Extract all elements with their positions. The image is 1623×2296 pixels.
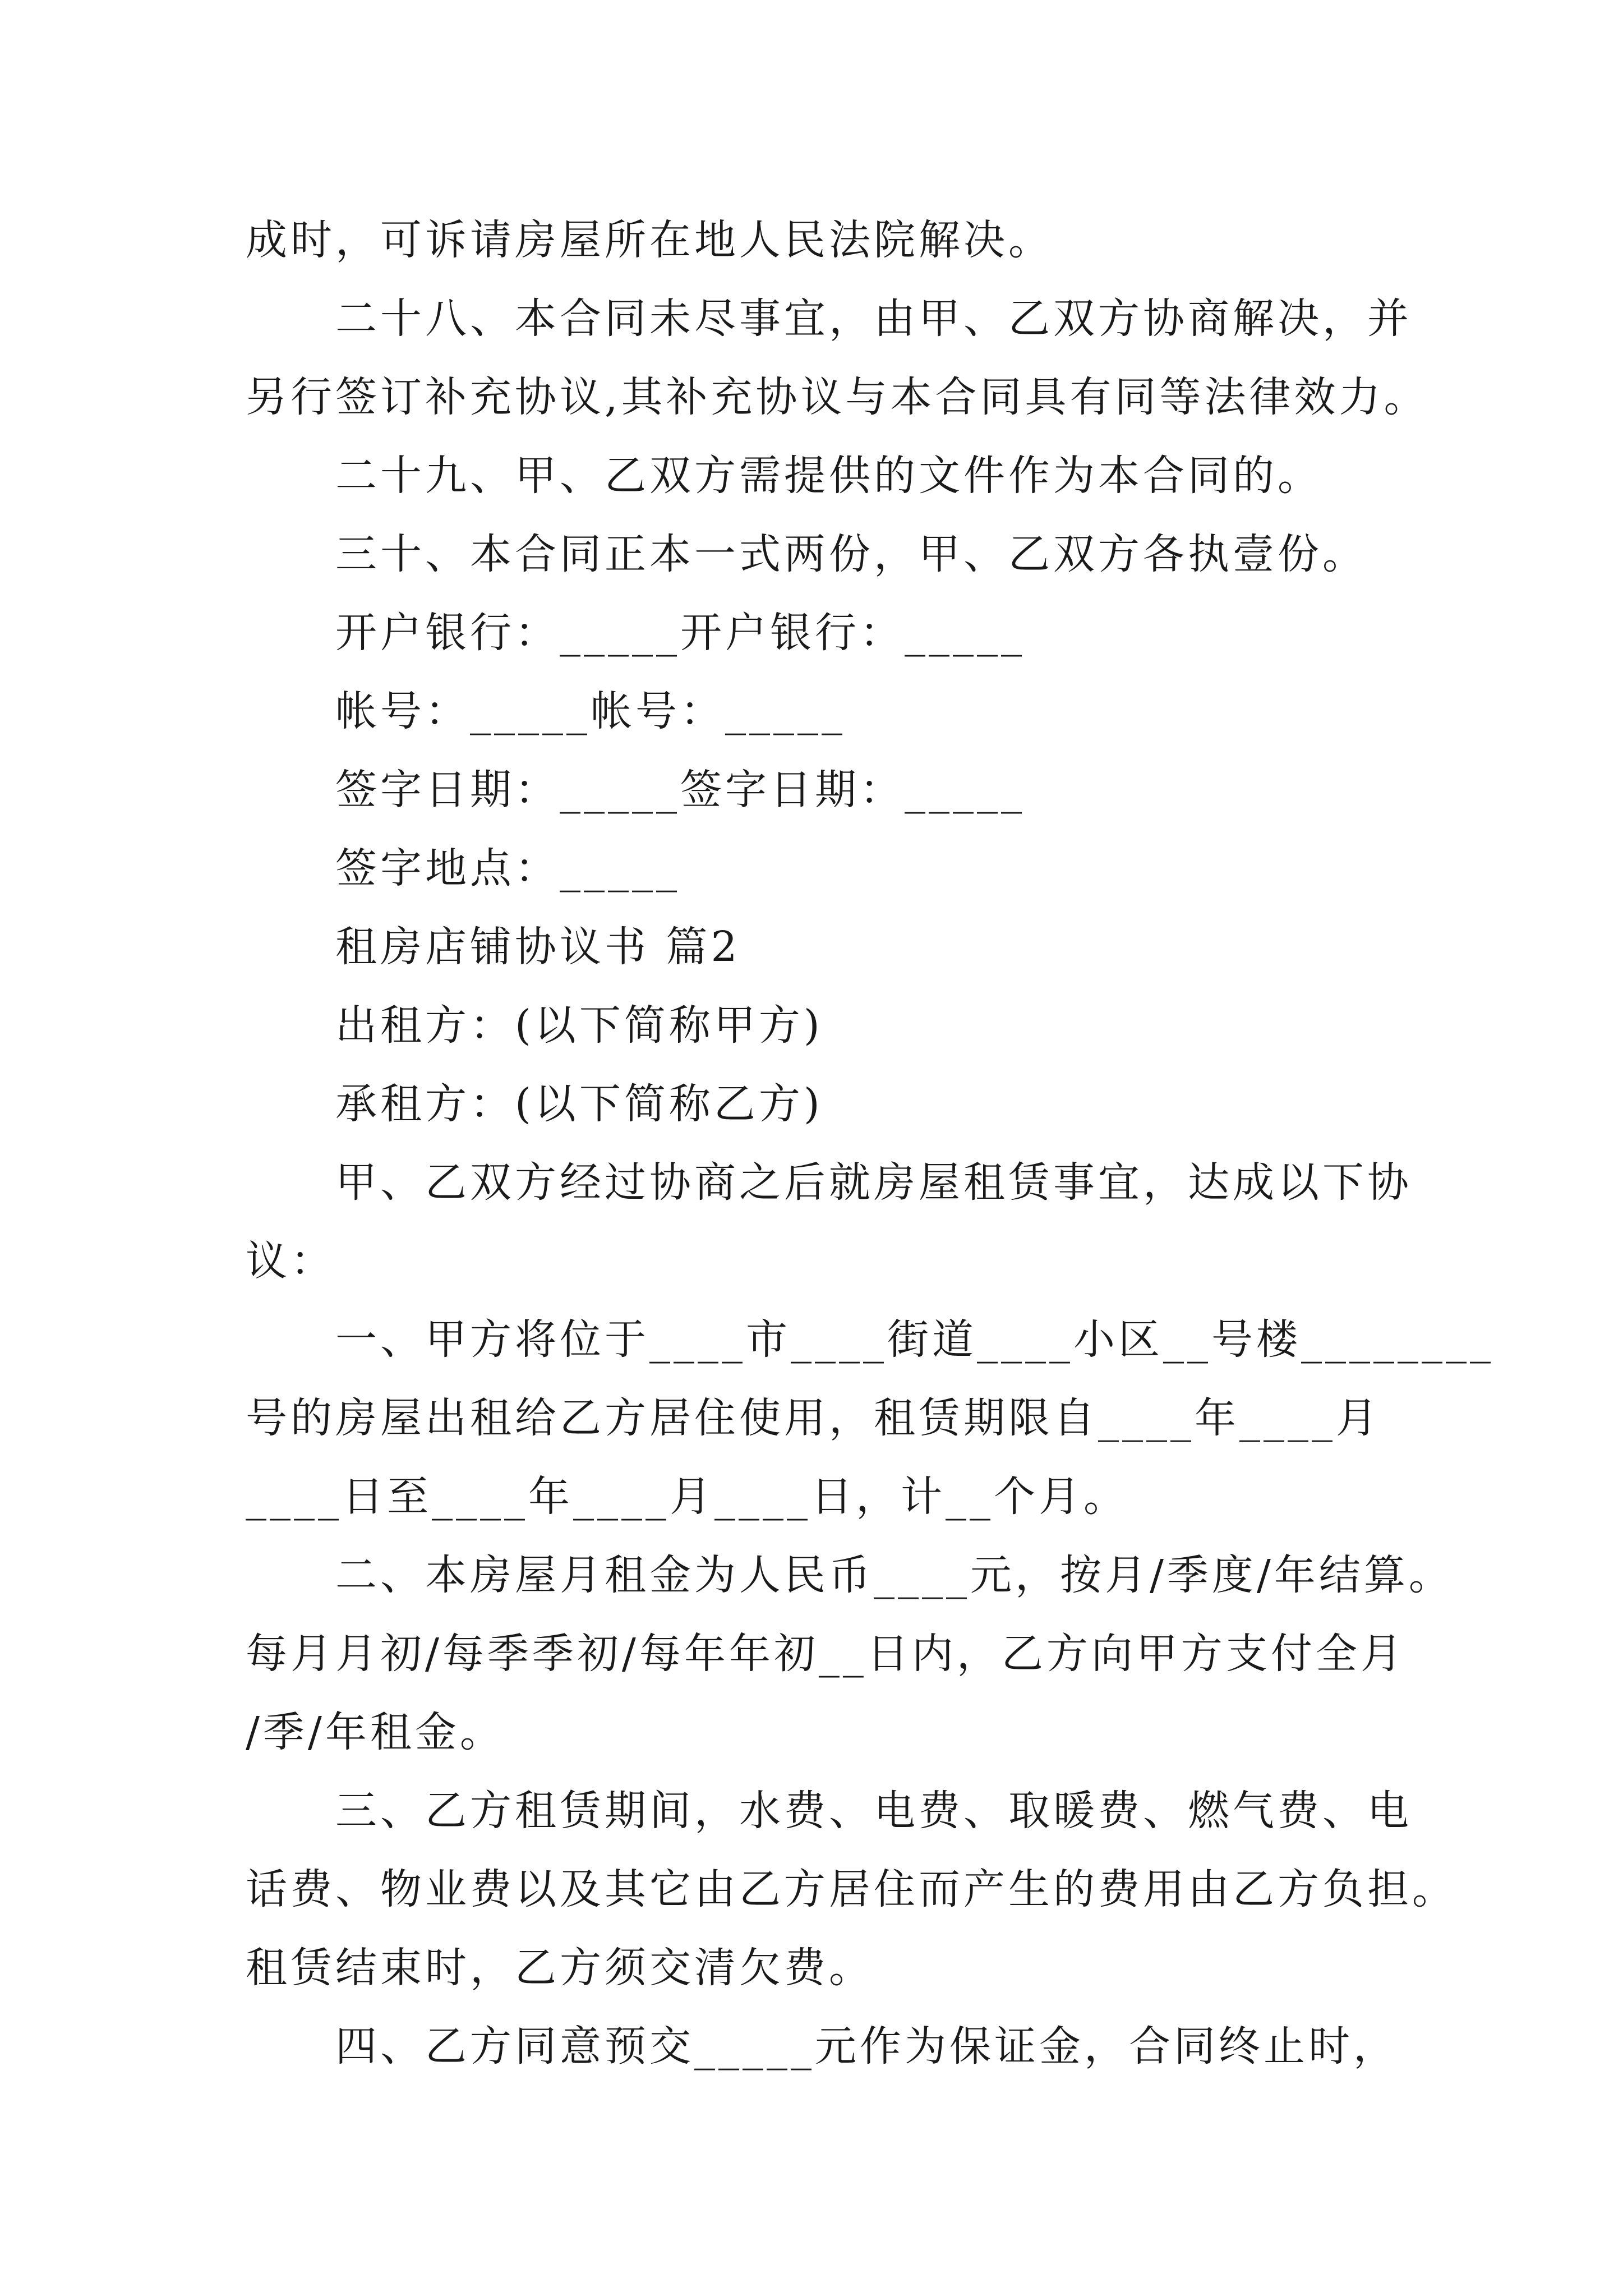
preamble-line-2: 议： xyxy=(246,1237,335,1285)
clause-1-line-1: 一、甲方将位于____市____街道____小区__号楼________ xyxy=(335,1315,1494,1364)
clause-28-line-1: 二十八、本合同未尽事宜，由甲、乙双方协商解决，并 xyxy=(335,295,1412,343)
sign-place-field: 签字地点：_____ xyxy=(335,844,680,892)
clause-4-line-1: 四、乙方同意预交_____元作为保证金，合同终止时， xyxy=(335,2022,1398,2070)
clause-30: 三十、本合同正本一式两份，甲、乙双方各执壹份。 xyxy=(335,530,1367,578)
lessee-line: 承租方：(以下简称乙方) xyxy=(335,1080,823,1128)
clause-2-line-1: 二、本房屋月租金为人民币____元，按月/季度/年结算。 xyxy=(335,1551,1454,1599)
clause-3-line-2: 话费、物业费以及其它由乙方居住而产生的费用由乙方负担。 xyxy=(246,1865,1457,1913)
preamble-line-1: 甲、乙双方经过协商之后就房屋租赁事宜，达成以下协 xyxy=(335,1158,1412,1207)
clause-28-line-2: 另行签订补充协议,其补充协议与本合同具有同等法律效力。 xyxy=(246,373,1429,421)
clause-29: 二十九、甲、乙双方需提供的文件作为本合同的。 xyxy=(335,452,1322,500)
paragraph-line: 成时，可诉请房屋所在地人民法院解决。 xyxy=(246,216,1053,264)
clause-2-line-2: 每月月初/每季季初/每年年初__日内，乙方向甲方支付全月 xyxy=(246,1630,1405,1678)
clause-3-line-3: 租赁结束时，乙方须交清欠费。 xyxy=(246,1944,874,1992)
account-field: 帐号：_____帐号：_____ xyxy=(335,687,846,735)
sign-date-field: 签字日期：_____签字日期：_____ xyxy=(335,766,1025,814)
bank-field: 开户银行：_____开户银行：_____ xyxy=(335,609,1025,657)
lessor-line: 出租方：(以下简称甲方) xyxy=(335,1001,823,1050)
section-heading: 租房店铺协议书 篇2 xyxy=(335,923,741,971)
clause-1-line-3: ____日至____年____月____日，计__个月。 xyxy=(246,1473,1128,1521)
clause-1-line-2: 号的房屋出租给乙方居住使用，租赁期限自____年____月 xyxy=(246,1394,1381,1442)
clause-2-line-3: /季/年租金。 xyxy=(246,1708,505,1756)
clause-3-line-1: 三、乙方租赁期间，水费、电费、取暖费、燃气费、电 xyxy=(335,1787,1412,1835)
